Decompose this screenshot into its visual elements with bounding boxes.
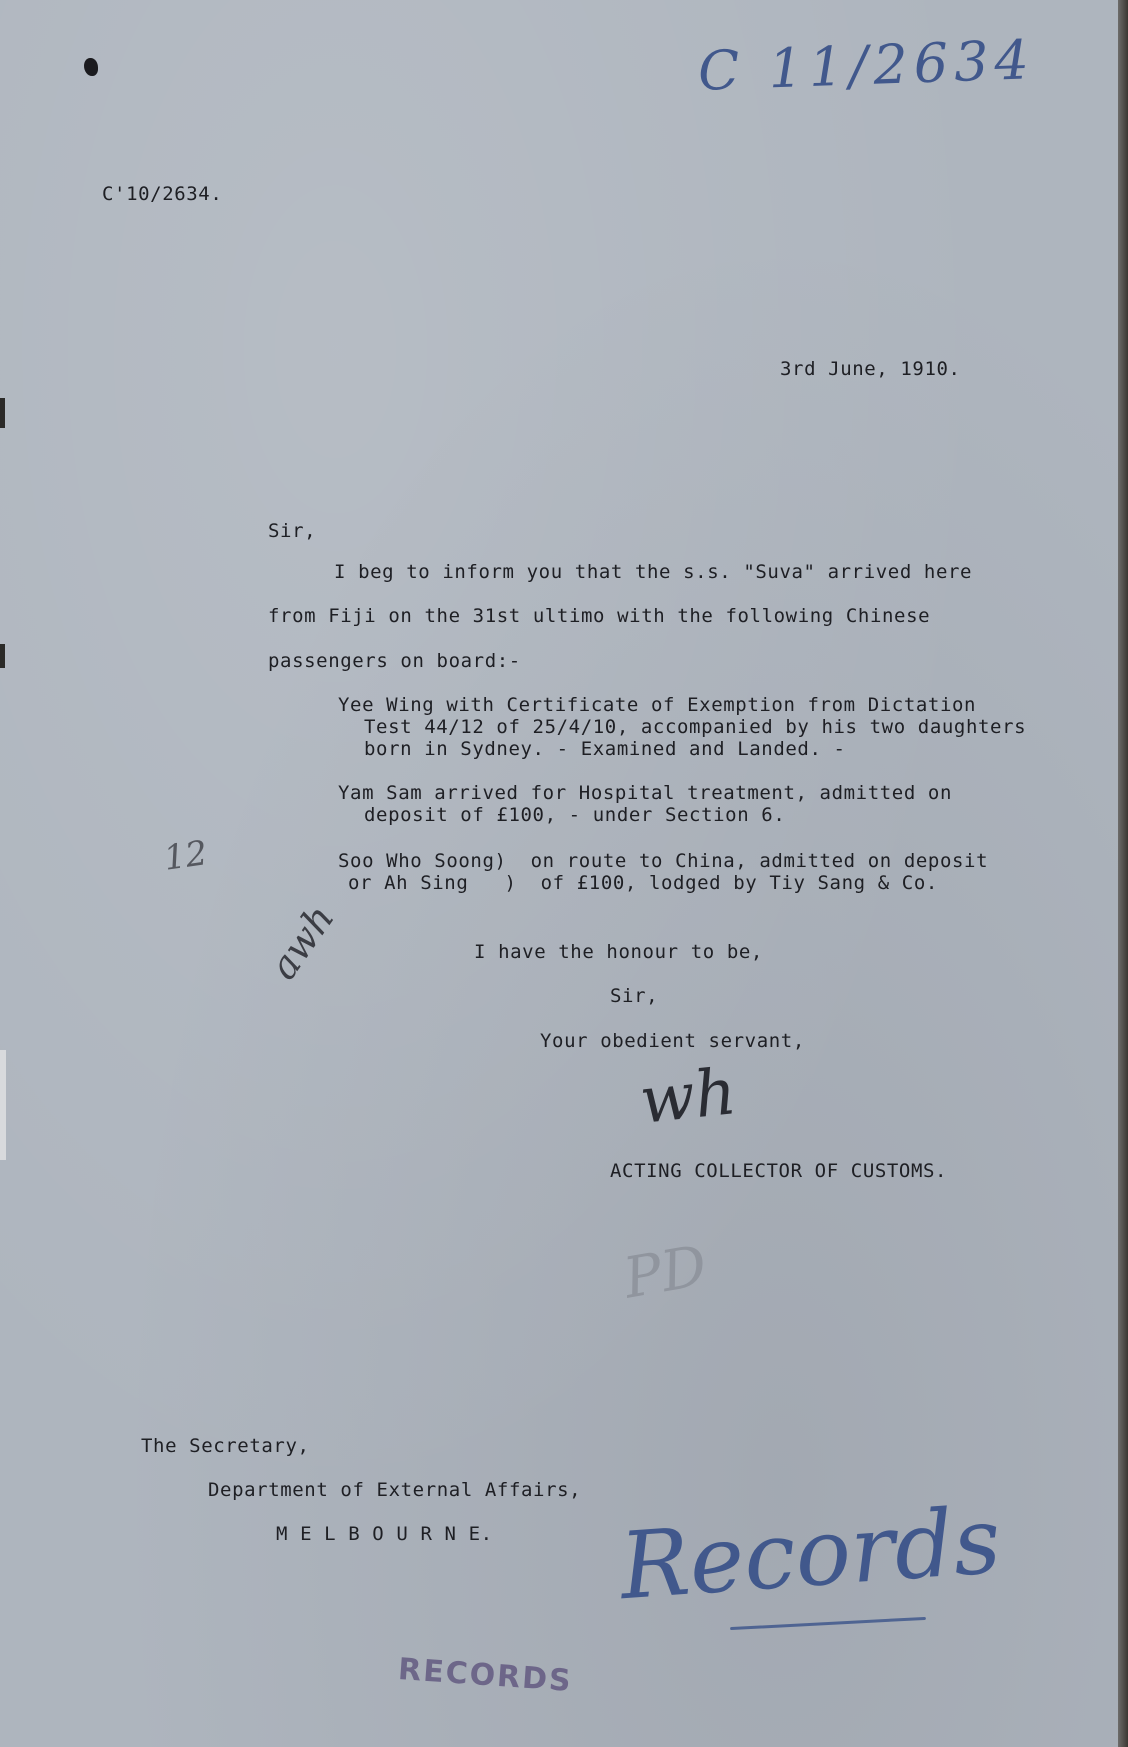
letter-date: 3rd June, 1910. (780, 358, 961, 380)
passenger-line: Test 44/12 of 25/4/10, accompanied by his two daughters (364, 716, 1027, 738)
body-line: from Fiji on the 31st ultimo with the following Chinese (268, 605, 931, 627)
ink-blot (84, 58, 98, 76)
reference-number: C'10/2634. (102, 183, 223, 205)
passenger-line: born in Sydney. - Examined and Landed. - (364, 738, 846, 760)
records-stamp: RECORDS (396, 1651, 574, 1700)
passenger-line: or Ah Sing ) of £100, lodged by Tiy Sang & Co. (348, 872, 938, 894)
edge-mark (0, 398, 5, 428)
closing-line: Your obedient servant, (540, 1030, 805, 1052)
records-underline (730, 1617, 926, 1630)
closing-line: I have the honour to be, (474, 941, 763, 963)
addressee-line: Department of External Affairs, (208, 1479, 582, 1501)
margin-note: 12 (161, 833, 210, 879)
signature-title: ACTING COLLECTOR OF CUSTOMS. (610, 1160, 948, 1182)
records-handwriting: Records (616, 1486, 1004, 1621)
salutation: Sir, (268, 520, 317, 542)
signature: wh (636, 1055, 740, 1139)
passenger-line: Soo Who Soong) on route to China, admitted on deposit (338, 850, 989, 872)
passenger-line: Yam Sam arrived for Hospital treatment, admitted on (338, 782, 952, 804)
addressee-line: The Secretary, (141, 1435, 310, 1457)
closing-line: Sir, (610, 985, 659, 1007)
edge-mark (0, 644, 5, 668)
body-line: passengers on board:- (268, 650, 521, 672)
passenger-line: deposit of £100, - under Section 6. (364, 804, 786, 826)
passenger-line: Yee Wing with Certificate of Exemption from Dictation (338, 694, 977, 716)
addressee-line: M E L B O U R N E. (276, 1523, 493, 1545)
edge-mark (0, 1050, 6, 1160)
file-number-annotation: C 11/2634 (697, 28, 1036, 103)
pencil-initials: PD (618, 1233, 712, 1312)
initials-note: awh (260, 896, 343, 988)
body-line: I beg to inform you that the s.s. "Suva" arrived here (334, 561, 973, 583)
page-edge (1118, 0, 1128, 1747)
